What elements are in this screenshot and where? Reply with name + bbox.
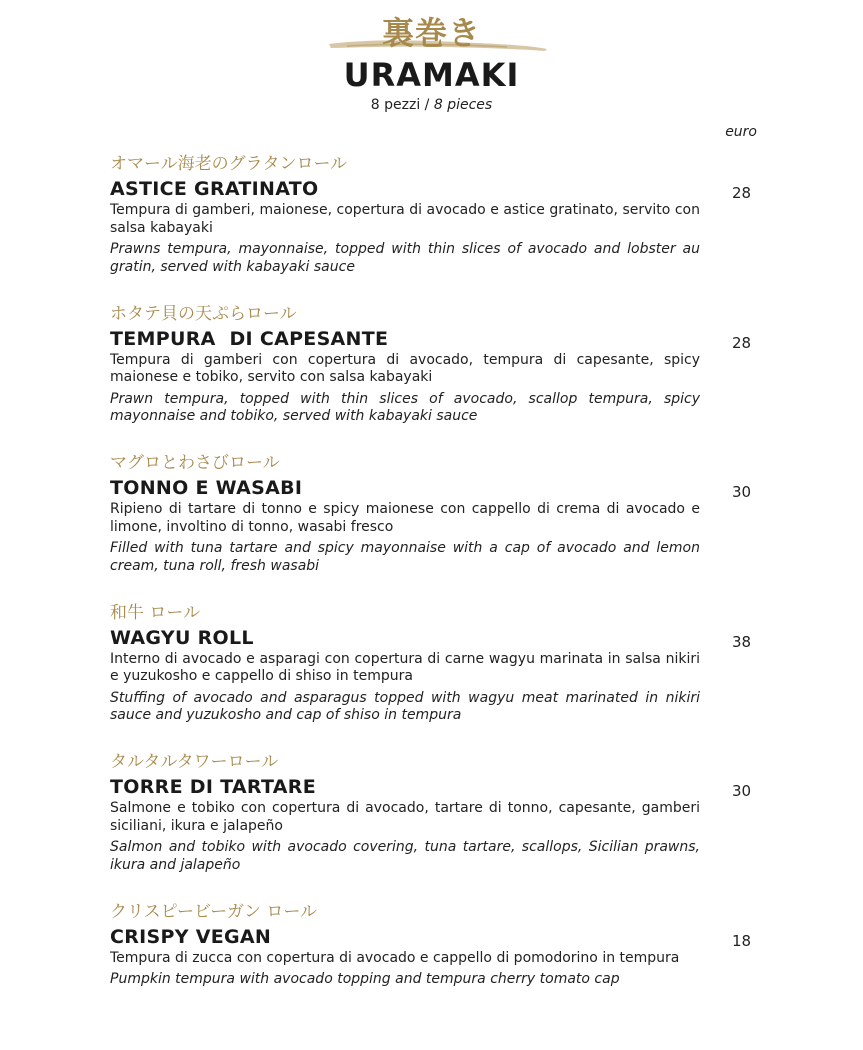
menu-list: [110, 152, 760, 1050]
item-name-japanese: マグロとわさびロール: [110, 453, 280, 474]
item-description-english: Stuffing of avocado and asparagus topped with wagyu meat marinated in nikiri sauce and yuzukosho and cap of shiso in tempura: [110, 689, 700, 724]
item-price: 28: [732, 184, 752, 202]
section-title: URAMAKI: [343, 56, 520, 94]
item-price: 18: [732, 931, 752, 950]
item-name: TONNO E WASABI: [110, 477, 303, 500]
item-name-japanese: 和牛 ロール: [110, 602, 201, 623]
item-description-italian: Tempura di zucca con copertura di avocado e cappello di pomodorino in tempura: [110, 949, 680, 966]
item-description-italian: Tempura di gamberi, maionese, copertura di avocado e astice gratinato, servito con salsa kabayaki: [110, 202, 700, 236]
item-description-english: Prawn tempura, topped with thin slices of avocado, scallop tempura, spicy mayonnaise and tobiko, served with kabayaki sauce: [110, 390, 700, 425]
item-price: 30: [732, 483, 752, 502]
menu-item-crispy-vegan: [110, 900, 760, 1050]
item-name: ASTICE GRATINATO: [110, 178, 319, 200]
item-name-japanese: クリスピービーガン ロール: [110, 901, 318, 922]
currency-label: euro: [725, 124, 757, 140]
item-name-japanese: ホタテ貝の天ぷらロール: [110, 303, 297, 324]
menu-item-tempura-di-capesante: [110, 302, 760, 452]
item-name-japanese: オマール海老のグラタンロール: [110, 154, 348, 174]
item-price: 38: [732, 632, 752, 651]
section-title-japanese: 裏巻き: [381, 14, 481, 52]
item-description-italian: Salmone e tobiko con copertura di avocado, tartare di tonno, capesante, gamberi siciliani, ikura e jalapeño: [110, 800, 700, 834]
pieces-english: 8 pieces: [433, 97, 493, 113]
item-description-italian: Interno di avocado e asparagi con copertura di carne wagyu marinata in salsa nikiri e yuzukosho e cappello di shiso in tempura: [110, 650, 700, 685]
item-name: TORRE DI TARTARE: [110, 776, 316, 799]
item-name-japanese: タルタルタワーロール: [110, 752, 279, 773]
menu-item-torre-di-tartare: [110, 750, 760, 900]
item-description-english: Filled with tuna tartare and spicy mayonnaise with a cap of avocado and lemon cream, tuna roll, fresh wasabi: [110, 540, 700, 574]
menu-item-wagyu-roll: [110, 601, 760, 751]
item-description-italian: Tempura di gamberi con copertura di avocado, tempura di capesante, spicy maionese e tobiko, servito con salsa kabayaki: [110, 351, 700, 386]
item-name: WAGYU ROLL: [110, 626, 254, 649]
item-price: 30: [732, 782, 752, 801]
item-name: CRISPY VEGAN: [110, 925, 272, 948]
item-description-italian: Ripieno di tartare di tonno e spicy maionese con cappello di crema di avocado e limone, involtino di tonno, wasabi fresco: [110, 501, 700, 535]
item-description-english: Salmon and tobiko with avocado covering, tuna tartare, scallops, Sicilian prawns, ikura and jalapeño: [110, 839, 700, 873]
item-price: 28: [732, 333, 752, 352]
item-description-english: Pumpkin tempura with avocado topping and tempura cherry tomato cap: [110, 971, 620, 988]
pieces-note: [0, 97, 863, 113]
menu-item-astice-gratinato: [110, 152, 760, 302]
item-description-english: Prawns tempura, mayonnaise, topped with thin slices of avocado and lobster au gratin, served with kabayaki sauce: [110, 241, 700, 275]
pieces-italian: 8 pezzi /: [370, 97, 434, 113]
menu-item-tonno-e-wasabi: [110, 451, 760, 601]
item-name: TEMPURA DI CAPESANTE: [110, 327, 389, 350]
